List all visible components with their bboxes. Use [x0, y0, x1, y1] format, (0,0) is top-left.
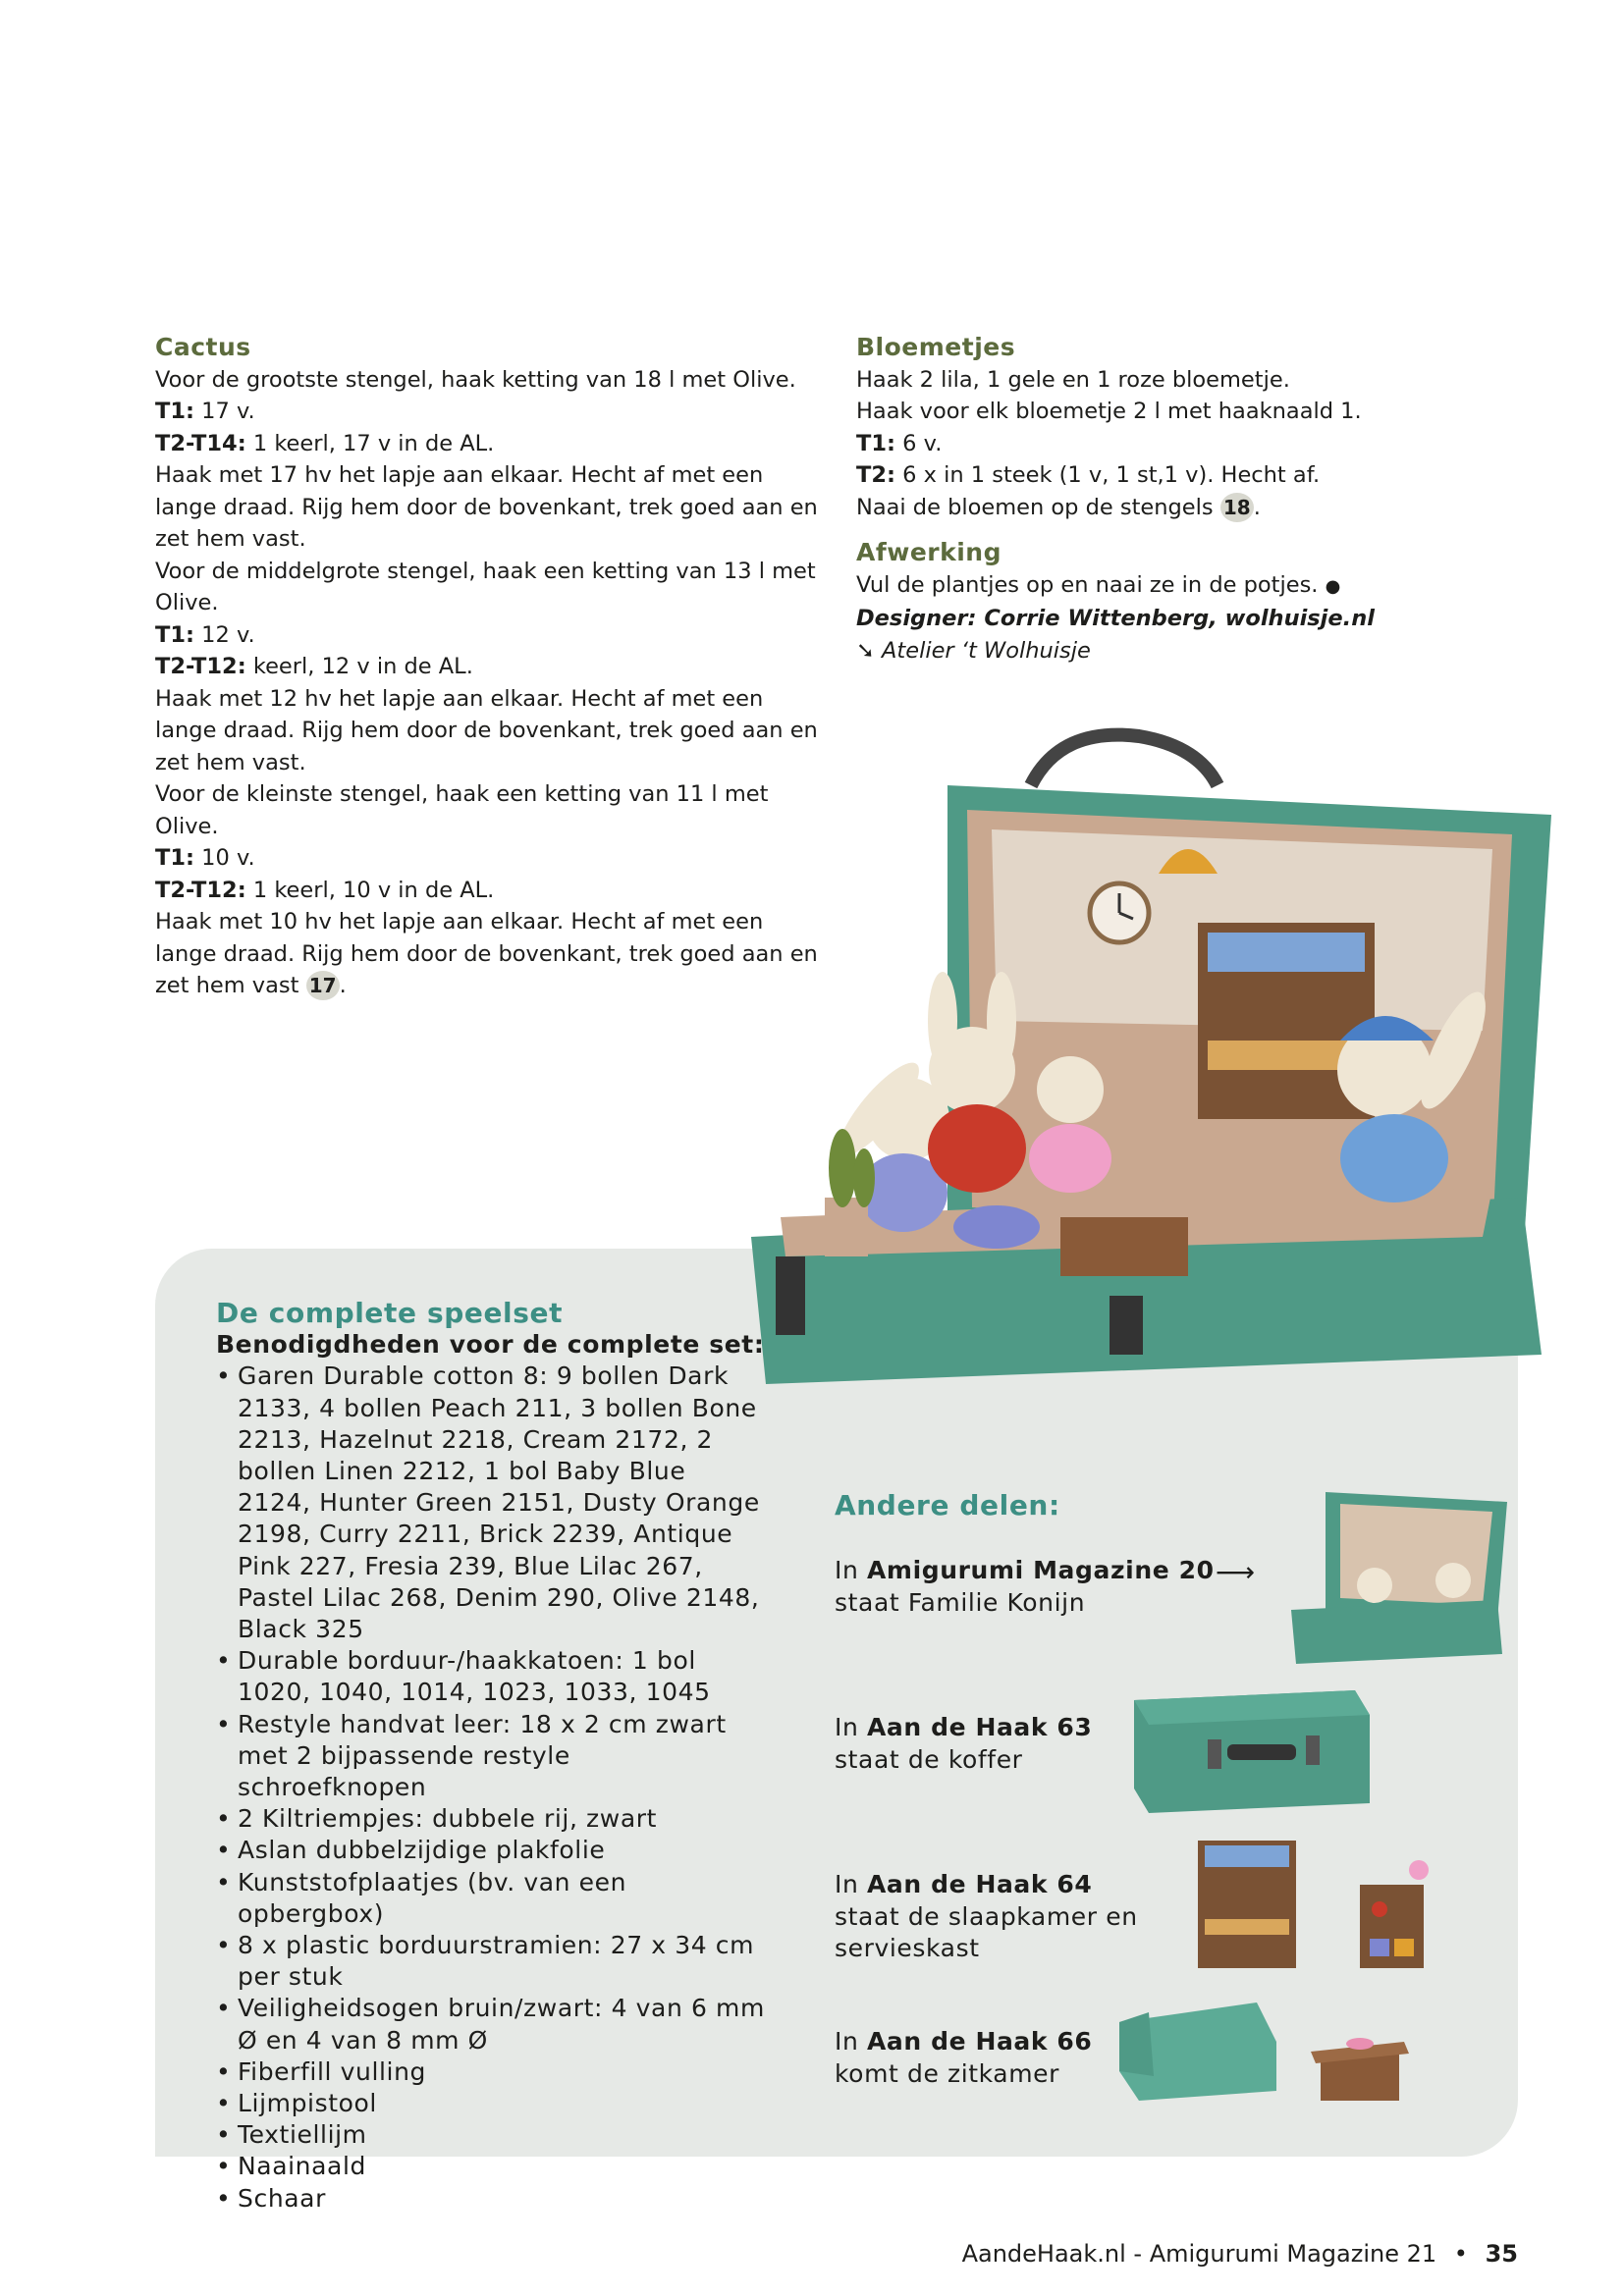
arrow-icon: ➘	[856, 637, 875, 664]
other-part-1: In Amigurumi Magazine 20 ⟶ staat Familie Konijn	[835, 1556, 1256, 1617]
cactus-line: T2-T12: keerl, 12 v in de AL.	[155, 654, 473, 679]
thumbnail-family-konijn	[1286, 1472, 1512, 1669]
supplies-list	[216, 1361, 766, 2214]
supply-item: • Garen Durable cotton 8: 9 bollen Dark 2133, 4 bollen Peach 211, 3 bollen Bone 2213, Hazelnut 2218, Cream 2172, 2 bollen Linen 2212, 1 bol Baby Blue 2124, Hunter Green 2151, Dusty Orange 2198, Curry 2211, Brick 2239, Antique Pink 227, Fresia 239, Blue Lilac 267, Pastel Lilac 268, Denim 290, Olive 2148, Black 325	[216, 1361, 766, 1645]
complete-set-subheading: Benodigdheden voor de complete set:	[216, 1330, 765, 1360]
designer-credit: Designer: Corrie Wittenberg, wolhuisje.nl	[856, 606, 1375, 631]
cactus-line: Voor de kleinste stengel, haak een ketting van 11 l met Olive.	[155, 781, 769, 839]
supply-item: • 8 x plastic borduurstramien: 27 x 34 cm per stuk	[216, 1930, 766, 1993]
cactus-heading: Cactus	[155, 333, 251, 361]
arrow-right-icon: ⟶	[1216, 1556, 1256, 1588]
thumbnail-zitkamer	[1110, 1983, 1414, 2106]
cactus-line: T1: 10 v.	[155, 845, 255, 871]
other-parts-heading-block	[835, 1490, 1060, 1522]
atelier-credit: ➘ Atelier ‘t Wolhuisje	[856, 637, 1091, 664]
afwerking-heading: Afwerking	[856, 538, 1001, 566]
bloemetjes-t1: T1: 6 v.	[856, 430, 943, 456]
suitcase-handle	[1031, 735, 1218, 785]
latch-left	[776, 1256, 805, 1335]
thumbnail-slaapkamer-servieskast	[1193, 1831, 1434, 1973]
bloemetjes-t2: T2: 6 x in 1 steek (1 v, 1 st,1 v). Hecht af.	[856, 462, 1321, 488]
supply-item: • Schaar	[216, 2183, 766, 2215]
supply-item: • Kunststofplaatjes (bv. van een opbergbox)	[216, 1867, 766, 1930]
cactus	[829, 1129, 856, 1207]
supply-item: • Lijmpistool	[216, 2088, 766, 2119]
suitcase-playset-image	[707, 726, 1551, 1384]
step-badge-18: 18	[1220, 493, 1254, 522]
supply-item: • Veiligheidsogen bruin/zwart: 4 van 6 mm Ø en 4 van 8 mm Ø	[216, 1993, 766, 2056]
bloemetjes-heading: Bloemetjes	[856, 333, 1016, 361]
supply-item: • Fiberfill vulling	[216, 2056, 766, 2088]
thumbnail-koffer	[1129, 1681, 1375, 1818]
supply-item: • Textiellijm	[216, 2119, 766, 2151]
complete-set-heading: De complete speelset	[216, 1297, 564, 1329]
cactus-line: T2-T14: 1 keerl, 17 v in de AL.	[155, 430, 495, 456]
bloemetjes-line-1: Haak 2 lila, 1 gele en 1 roze bloemetje.	[856, 366, 1290, 393]
table	[1060, 1217, 1188, 1276]
complete-set-section	[216, 1298, 766, 2215]
end-dot-icon: ●	[1325, 575, 1341, 597]
cactus-line: Haak met 17 hv het lapje aan elkaar. Hecht af met een lange draad. Rijg hem door de bovenkant, trek goed aan en zet hem vast.	[155, 462, 818, 552]
other-part-2: In Aan de Haak 63 staat de koffer	[835, 1713, 1093, 1774]
bloemetjes-line-2: Haak voor elk bloemetje 2 l met haaknaald 1.	[856, 399, 1362, 424]
afwerking-line: Vul de plantjes op en naai ze in de potjes. ●	[856, 571, 1341, 598]
supply-item: • 2 Kiltriempjes: dubbele rij, zwart	[216, 1803, 766, 1835]
supply-item: • Aslan dubbelzijdige plakfolie	[216, 1835, 766, 1866]
cactus-line: T2-T12: 1 keerl, 10 v in de AL.	[155, 877, 495, 903]
supply-item: • Restyle handvat leer: 18 x 2 cm zwart met 2 bijpassende restyle schroefknopen	[216, 1709, 766, 1804]
other-part-4: In Aan de Haak 66 komt de zitkamer	[835, 2027, 1093, 2088]
other-parts-heading: Andere delen:	[835, 1489, 1060, 1522]
cactus-line: T1: 17 v.	[155, 399, 255, 424]
footer-text: AandeHaak.nl - Amigurumi Magazine 21	[961, 2240, 1437, 2268]
page-number: 35	[1485, 2240, 1518, 2268]
latch-right	[1110, 1296, 1143, 1355]
cactus-line: Haak met 12 hv het lapje aan elkaar. Hecht af met een lange draad. Rijg hem door de bovenkant, trek goed aan en zet hem vast.	[155, 685, 818, 775]
supply-item: • Durable borduur-/haakkatoen: 1 bol 1020, 1040, 1014, 1023, 1033, 1045	[216, 1645, 766, 1708]
bloemetjes-last: Naai de bloemen op de stengels 18 .	[856, 494, 1261, 520]
bowl	[953, 1205, 1040, 1249]
bloemetjes-section	[856, 332, 1485, 667]
cactus-line: Voor de middelgrote stengel, haak een ketting van 13 l met Olive.	[155, 558, 816, 615]
step-badge-17: 17	[306, 971, 340, 1000]
cactus-last-line: Haak met 10 hv het lapje aan elkaar. Hecht af met een lange draad. Rijg hem door de bovenkant, trek goed aan en zet hem vast 17 .	[155, 909, 818, 998]
cactus-line: Voor de grootste stengel, haak ketting van 18 l met Olive.	[155, 366, 796, 393]
page-footer: AandeHaak.nl - Amigurumi Magazine 21 • 35	[961, 2240, 1518, 2268]
other-part-3: In Aan de Haak 64 staat de slaapkamer en servieskast	[835, 1870, 1138, 1962]
cactus-line: T1: 12 v.	[155, 621, 255, 648]
supply-item: • Naainaald	[216, 2151, 766, 2182]
